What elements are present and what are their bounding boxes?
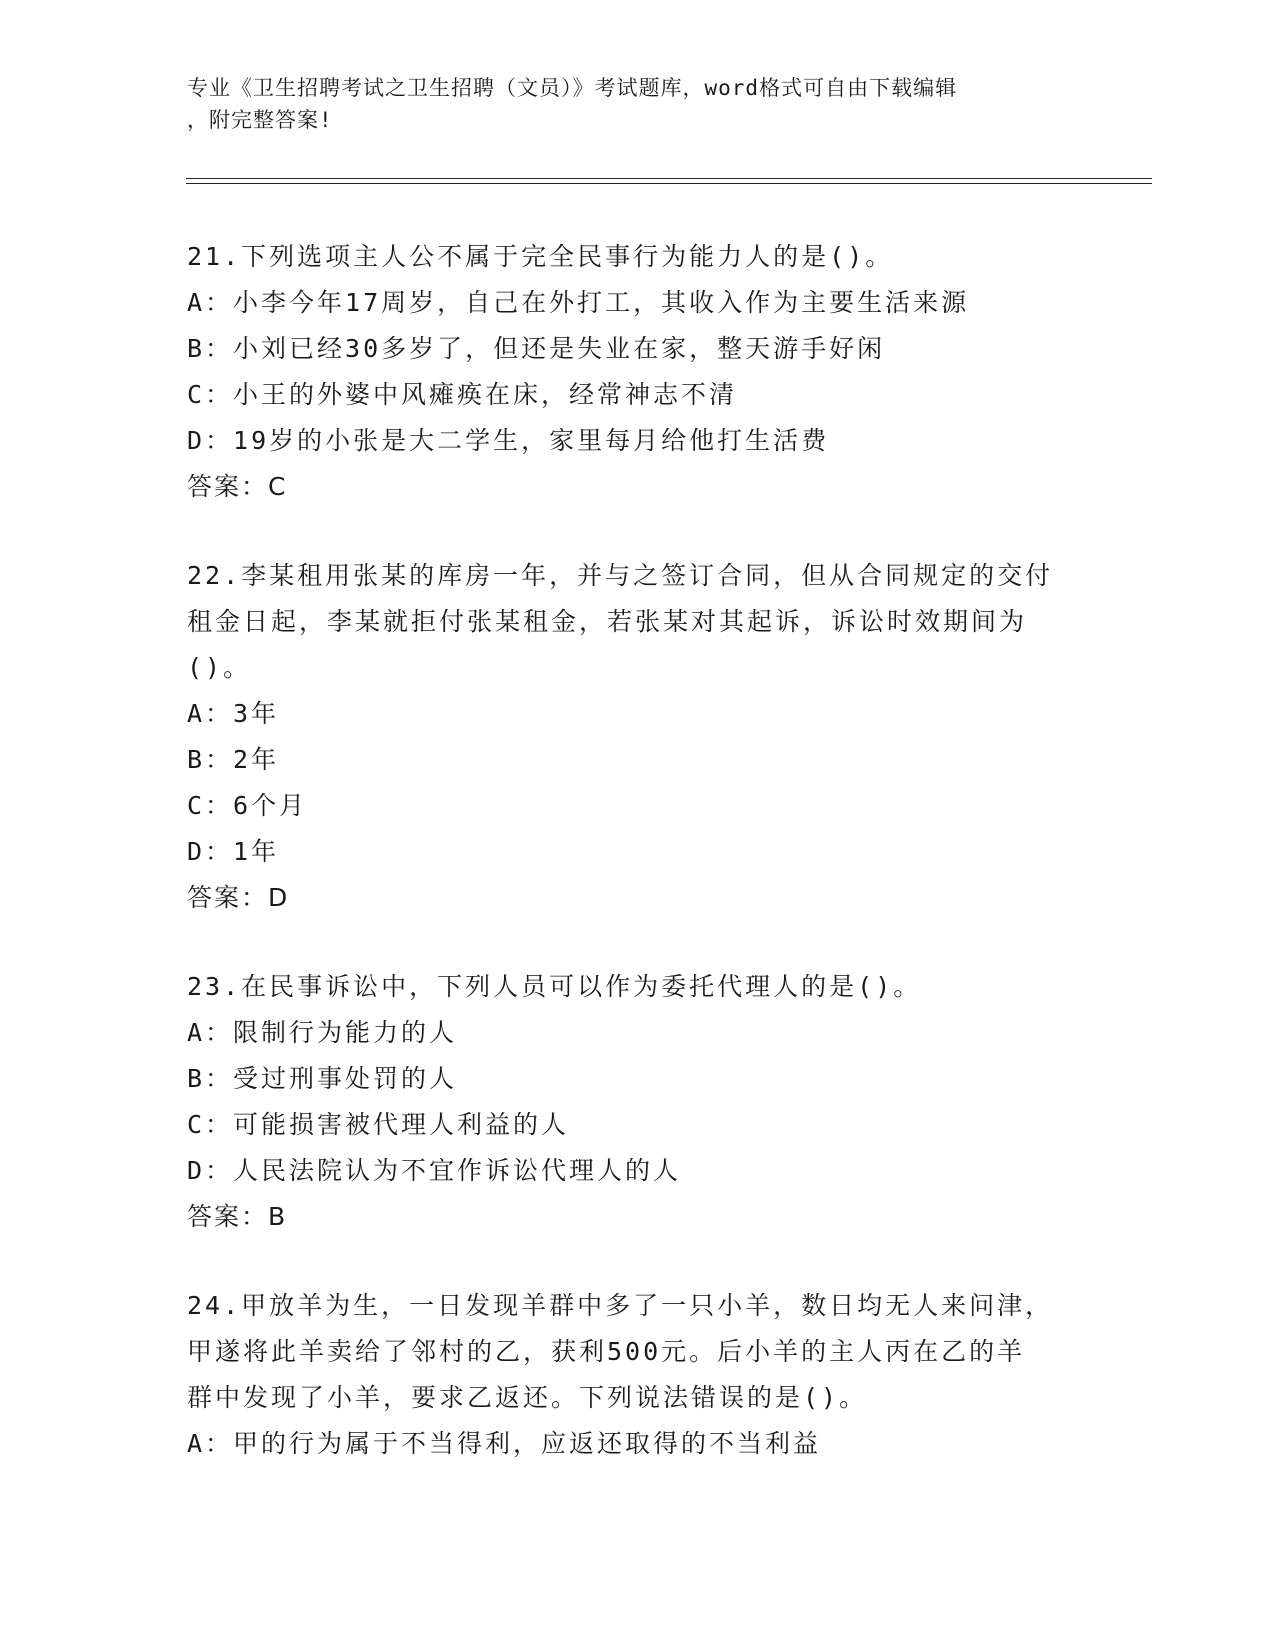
question-21 <box>187 234 1087 510</box>
question-22 <box>187 553 1087 921</box>
option-c: C：6个月 <box>187 791 308 820</box>
option-b: B：2年 <box>187 745 280 774</box>
option-b: B：受过刑事处罚的人 <box>187 1064 458 1093</box>
option-a: A：限制行为能力的人 <box>187 1018 458 1047</box>
option-a: A：小李今年17周岁，自己在外打工，其收入作为主要生活来源 <box>187 288 970 317</box>
header-line-1: 专业《卫生招聘考试之卫生招聘（文员）》考试题库，word格式可自由下载编辑 <box>187 76 958 100</box>
option-a: A：甲的行为属于不当得利，应返还取得的不当利益 <box>187 1429 822 1458</box>
question-stem <box>187 553 1087 691</box>
header-divider-top <box>186 178 1152 179</box>
stem-line: 21.下列选项主人公不属于完全民事行为能力人的是()。 <box>187 242 894 271</box>
option-d: D：人民法院认为不宜作诉讼代理人的人 <box>187 1156 682 1185</box>
stem-line: 甲遂将此羊卖给了邻村的乙，获利500元。后小羊的主人丙在乙的羊 <box>187 1337 1026 1366</box>
answer-text: 答案：B <box>187 1202 288 1231</box>
option-d: D：1年 <box>187 837 280 866</box>
stem-line: ()。 <box>187 653 252 682</box>
option-d: D：19岁的小张是大二学生，家里每月给他打生活费 <box>187 426 830 455</box>
option-a: A：3年 <box>187 699 280 728</box>
answer-text: 答案：D <box>187 883 290 912</box>
option-b: B：小刘已经30多岁了，但还是失业在家，整天游手好闲 <box>187 334 886 363</box>
question-list <box>187 234 1087 1510</box>
question-stem <box>187 964 1087 1010</box>
document-header <box>187 72 1087 136</box>
header-line-2: ，附完整答案! <box>187 108 333 132</box>
option-c: C：可能损害被代理人利益的人 <box>187 1110 570 1139</box>
question-stem <box>187 234 1087 280</box>
stem-line: 23.在民事诉讼中，下列人员可以作为委托代理人的是()。 <box>187 972 922 1001</box>
stem-line: 22.李某租用张某的库房一年，并与之签订合同，但从合同规定的交付 <box>187 561 1054 590</box>
answer-text: 答案：C <box>187 472 288 501</box>
option-c: C：小王的外婆中风瘫痪在床，经常神志不清 <box>187 380 738 409</box>
header-divider-bottom <box>186 183 1152 184</box>
question-stem <box>187 1283 1087 1421</box>
question-23 <box>187 964 1087 1240</box>
stem-line: 租金日起，李某就拒付张某租金，若张某对其起诉，诉讼时效期间为 <box>187 607 1028 636</box>
stem-line: 24.甲放羊为生，一日发现羊群中多了一只小羊，数日均无人来问津， <box>187 1291 1054 1320</box>
question-24 <box>187 1283 1087 1467</box>
stem-line: 群中发现了小羊，要求乙返还。下列说法错误的是()。 <box>187 1383 868 1412</box>
